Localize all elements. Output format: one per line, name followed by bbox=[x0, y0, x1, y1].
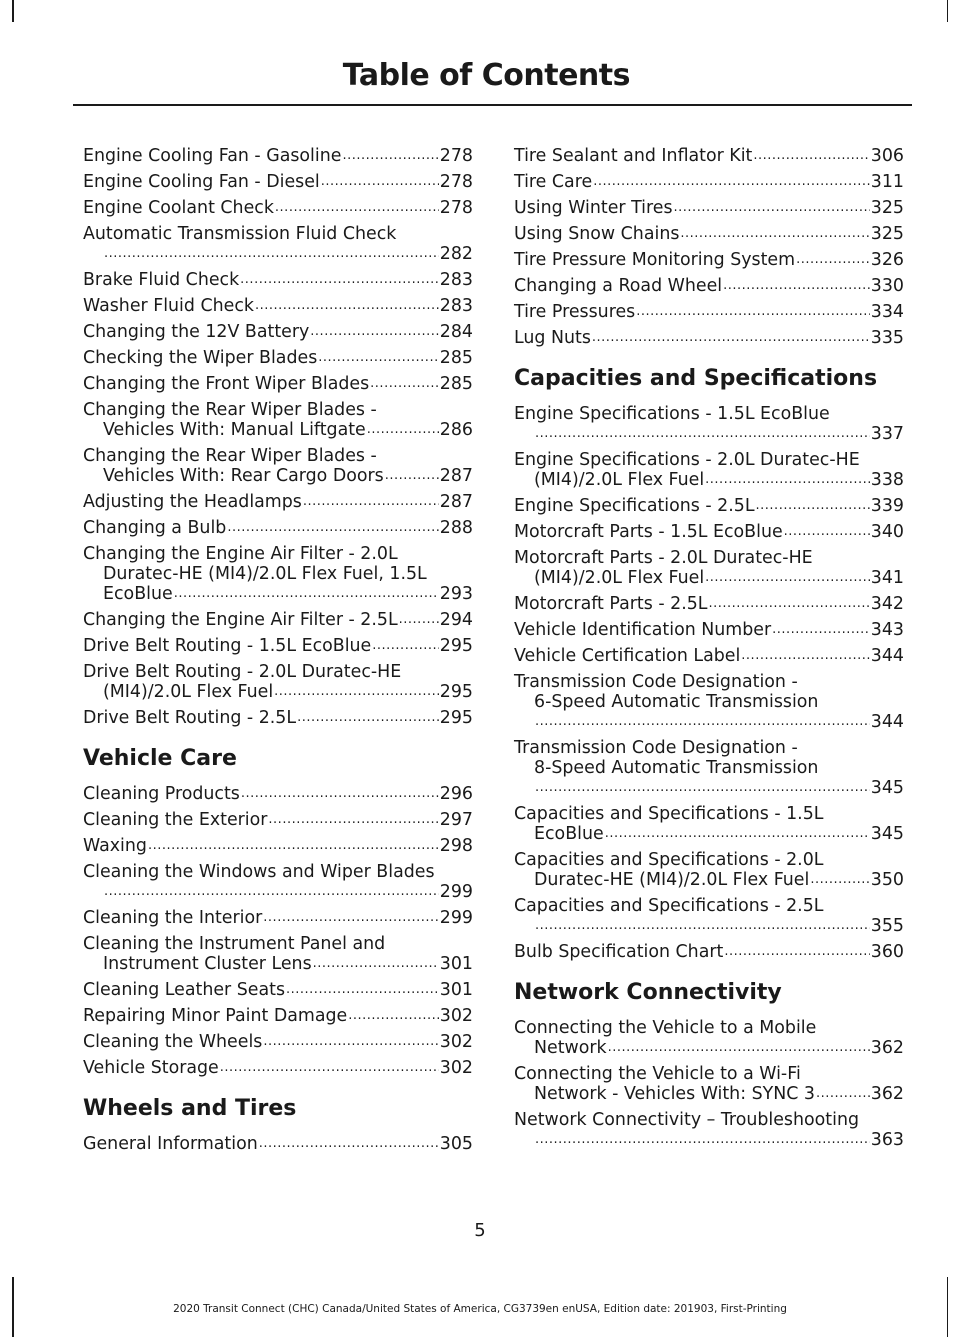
toc-page-number: 355 bbox=[870, 916, 904, 936]
toc-entry[interactable] bbox=[83, 518, 473, 538]
dot-leader bbox=[705, 470, 870, 490]
toc-entry[interactable] bbox=[514, 1064, 904, 1104]
toc-entry-title: Changing a Bulb bbox=[83, 518, 227, 538]
header-divider bbox=[73, 104, 912, 106]
toc-page-number: 299 bbox=[439, 882, 473, 902]
toc-entry[interactable] bbox=[514, 1018, 904, 1058]
toc-page-number: 278 bbox=[439, 172, 473, 192]
dot-leader bbox=[756, 496, 870, 516]
toc-entry[interactable] bbox=[514, 896, 904, 936]
toc-entry[interactable] bbox=[514, 302, 904, 322]
toc-entry-title: Drive Belt Routing - 2.5L bbox=[83, 708, 297, 728]
toc-entry-title: Checking the Wiper Blades bbox=[83, 348, 318, 368]
toc-page-number: 293 bbox=[439, 584, 473, 604]
dot-leader bbox=[535, 712, 870, 732]
toc-page-number: 288 bbox=[439, 518, 473, 538]
toc-page-number: 344 bbox=[870, 712, 904, 732]
toc-entry[interactable] bbox=[514, 1110, 904, 1150]
toc-entry[interactable] bbox=[83, 348, 473, 368]
dot-leader bbox=[724, 942, 869, 962]
toc-page-number: 284 bbox=[439, 322, 473, 342]
toc-entry-title: Repairing Minor Paint Damage bbox=[83, 1006, 348, 1026]
toc-entry-title: Engine Specifications - 2.5L bbox=[514, 496, 755, 516]
toc-page-number: 362 bbox=[870, 1084, 904, 1104]
toc-page-number: 362 bbox=[870, 1038, 904, 1058]
dot-leader bbox=[310, 322, 439, 342]
toc-entry-title: Motorcraft Parts - 2.5L bbox=[514, 594, 708, 614]
toc-page-number: 326 bbox=[870, 250, 904, 270]
dot-leader bbox=[810, 870, 869, 890]
toc-entry[interactable] bbox=[514, 672, 904, 732]
toc-entry-title: Automatic Transmission Fluid Check bbox=[83, 224, 397, 244]
dot-leader bbox=[342, 146, 438, 166]
dot-leader bbox=[297, 708, 439, 728]
dot-leader bbox=[753, 146, 869, 166]
toc-entry-title: Cleaning the Windows and Wiper Blades bbox=[83, 862, 435, 882]
crop-mark-top-right bbox=[947, 0, 949, 22]
toc-entry-title: Duratec-HE (MI4)/2.0L Flex Fuel, 1.5L bbox=[103, 564, 427, 584]
dot-leader bbox=[286, 980, 439, 1000]
section-heading: Network Connectivity bbox=[514, 980, 782, 1005]
toc-entry-title: (MI4)/2.0L Flex Fuel bbox=[103, 682, 274, 702]
page-title: Table of Contents bbox=[342, 58, 630, 93]
toc-entry-title: Engine Coolant Check bbox=[83, 198, 274, 218]
toc-page-number: 287 bbox=[439, 466, 473, 486]
toc-page-number: 342 bbox=[870, 594, 904, 614]
toc-entry-title: Connecting the Vehicle to a Wi-Fi bbox=[514, 1064, 801, 1084]
toc-page-number: 350 bbox=[870, 870, 904, 890]
dot-leader bbox=[816, 1084, 870, 1104]
toc-right-column bbox=[514, 146, 904, 1156]
dot-leader bbox=[370, 374, 439, 394]
dot-leader bbox=[313, 954, 439, 974]
toc-page-number: 299 bbox=[439, 908, 473, 928]
toc-entry[interactable] bbox=[514, 942, 904, 962]
toc-page-number: 301 bbox=[439, 954, 473, 974]
dot-leader bbox=[367, 420, 439, 440]
toc-page-number: 345 bbox=[870, 778, 904, 798]
dot-leader bbox=[148, 836, 439, 856]
toc-entry[interactable] bbox=[83, 708, 473, 728]
toc-entry-title: 8-Speed Automatic Transmission bbox=[534, 758, 819, 778]
dot-leader bbox=[240, 270, 439, 290]
toc-entry[interactable] bbox=[83, 1032, 473, 1052]
toc-entry[interactable] bbox=[83, 322, 473, 342]
toc-entry[interactable] bbox=[83, 198, 473, 218]
toc-entry[interactable] bbox=[83, 172, 473, 192]
footer-edition-info: 2020 Transit Connect (CHC) Canada/United States of America, CG3739en enUSA, Edition date: 201903, First-Printing bbox=[173, 1303, 787, 1315]
toc-entry-title: Cleaning the Exterior bbox=[83, 810, 268, 830]
toc-entry[interactable] bbox=[514, 620, 904, 640]
toc-entry-title: Washer Fluid Check bbox=[83, 296, 254, 316]
toc-entry-title: Cleaning Leather Seats bbox=[83, 980, 286, 1000]
toc-entry[interactable] bbox=[83, 224, 473, 264]
toc-entry-title: Bulb Specification Chart bbox=[514, 942, 724, 962]
toc-entry-title: Changing the Front Wiper Blades bbox=[83, 374, 370, 394]
dot-leader bbox=[174, 584, 439, 604]
toc-entry-title: Network - Vehicles With: SYNC 3 bbox=[534, 1084, 816, 1104]
toc-entry-title: 6-Speed Automatic Transmission bbox=[534, 692, 819, 712]
toc-entry-title: Engine Specifications - 2.0L Duratec-HE bbox=[514, 450, 860, 470]
toc-entry-title: Capacities and Specifications - 2.5L bbox=[514, 896, 824, 916]
toc-entry-title: Changing the Rear Wiper Blades - bbox=[83, 446, 377, 466]
dot-leader bbox=[104, 882, 439, 902]
toc-entry-title: Duratec-HE (MI4)/2.0L Flex Fuel bbox=[534, 870, 810, 890]
toc-entry[interactable] bbox=[83, 1058, 473, 1078]
toc-entry-title: Drive Belt Routing - 1.5L EcoBlue bbox=[83, 636, 372, 656]
toc-page-number: 340 bbox=[870, 522, 904, 542]
toc-entry[interactable] bbox=[83, 662, 473, 702]
toc-entry-title: Motorcraft Parts - 2.0L Duratec-HE bbox=[514, 548, 813, 568]
toc-entry-title: Changing the Rear Wiper Blades - bbox=[83, 400, 377, 420]
toc-page-number: 278 bbox=[439, 146, 473, 166]
toc-entry-title: Using Winter Tires bbox=[514, 198, 673, 218]
toc-entry[interactable] bbox=[514, 450, 904, 490]
toc-entry[interactable] bbox=[514, 172, 904, 192]
dot-leader bbox=[227, 518, 438, 538]
dot-leader bbox=[741, 646, 870, 666]
toc-entry-title: (MI4)/2.0L Flex Fuel bbox=[534, 470, 705, 490]
toc-entry[interactable] bbox=[83, 862, 473, 902]
dot-leader bbox=[593, 172, 870, 192]
toc-entry[interactable] bbox=[83, 784, 473, 804]
toc-page-number: 338 bbox=[870, 470, 904, 490]
toc-entry[interactable] bbox=[83, 610, 473, 630]
toc-entry[interactable] bbox=[83, 636, 473, 656]
toc-page-number: 306 bbox=[870, 146, 904, 166]
toc-page-number: 282 bbox=[439, 244, 473, 264]
toc-page-number: 363 bbox=[870, 1130, 904, 1150]
dot-leader bbox=[318, 348, 439, 368]
toc-left-column bbox=[83, 146, 473, 1160]
dot-leader bbox=[705, 568, 870, 588]
toc-entry-title: Engine Specifications - 1.5L EcoBlue bbox=[514, 404, 830, 424]
toc-page-number: 296 bbox=[439, 784, 473, 804]
toc-entry-title: Engine Cooling Fan - Gasoline bbox=[83, 146, 342, 166]
section-heading: Wheels and Tires bbox=[83, 1096, 297, 1121]
toc-page-number: 283 bbox=[439, 296, 473, 316]
dot-leader bbox=[592, 328, 870, 348]
toc-entry-title: Lug Nuts bbox=[514, 328, 591, 348]
toc-entry[interactable] bbox=[83, 934, 473, 974]
toc-entry[interactable] bbox=[514, 594, 904, 614]
toc-entry[interactable] bbox=[83, 908, 473, 928]
dot-leader bbox=[321, 172, 439, 192]
toc-entry-title: Vehicle Identification Number bbox=[514, 620, 772, 640]
toc-page-number: 283 bbox=[439, 270, 473, 290]
toc-page-number: 285 bbox=[439, 348, 473, 368]
dot-leader bbox=[535, 1130, 870, 1150]
toc-entry-title: EcoBlue bbox=[103, 584, 173, 604]
dot-leader bbox=[772, 620, 870, 640]
toc-entry-title: Drive Belt Routing - 2.0L Duratec-HE bbox=[83, 662, 402, 682]
toc-entry-title: Cleaning the Wheels bbox=[83, 1032, 263, 1052]
toc-entry-title: Vehicles With: Manual Liftgate bbox=[103, 420, 366, 440]
toc-entry-title: Transmission Code Designation - bbox=[514, 738, 798, 758]
toc-entry[interactable] bbox=[83, 1006, 473, 1026]
toc-page-number: 302 bbox=[439, 1006, 473, 1026]
dot-leader bbox=[796, 250, 870, 270]
toc-page-number: 302 bbox=[439, 1058, 473, 1078]
toc-page-number: 325 bbox=[870, 198, 904, 218]
dot-leader bbox=[220, 1058, 439, 1078]
toc-page-number: 294 bbox=[439, 610, 473, 630]
dot-leader bbox=[104, 244, 439, 264]
toc-page-number: 301 bbox=[439, 980, 473, 1000]
toc-page-number: 341 bbox=[870, 568, 904, 588]
toc-entry[interactable] bbox=[514, 548, 904, 588]
toc-page-number: 286 bbox=[439, 420, 473, 440]
toc-entry[interactable] bbox=[83, 836, 473, 856]
toc-page-number: 334 bbox=[870, 302, 904, 322]
toc-page-number: 360 bbox=[870, 942, 904, 962]
toc-entry[interactable] bbox=[514, 404, 904, 444]
toc-entry-title: Engine Cooling Fan - Diesel bbox=[83, 172, 320, 192]
toc-entry-title: Network Connectivity – Troubleshooting bbox=[514, 1110, 860, 1130]
toc-entry[interactable] bbox=[83, 374, 473, 394]
dot-leader bbox=[255, 296, 439, 316]
toc-entry-title: Tire Sealant and Inflator Kit bbox=[514, 146, 753, 166]
toc-entry[interactable] bbox=[83, 492, 473, 512]
toc-entry[interactable] bbox=[83, 544, 473, 604]
toc-entry-title: Vehicle Storage bbox=[83, 1058, 219, 1078]
toc-page-number: 295 bbox=[439, 682, 473, 702]
dot-leader bbox=[608, 1038, 870, 1058]
toc-entry-title: Tire Pressure Monitoring System bbox=[514, 250, 796, 270]
toc-entry-title: Capacities and Specifications - 1.5L bbox=[514, 804, 824, 824]
toc-entry-title: Changing the Engine Air Filter - 2.0L bbox=[83, 544, 398, 564]
toc-entry[interactable] bbox=[83, 270, 473, 290]
toc-entry-title: (MI4)/2.0L Flex Fuel bbox=[534, 568, 705, 588]
dot-leader bbox=[535, 424, 870, 444]
toc-page-number: 278 bbox=[439, 198, 473, 218]
dot-leader bbox=[605, 824, 870, 844]
page-number: 5 bbox=[474, 1220, 486, 1241]
toc-entry-title: Brake Fluid Check bbox=[83, 270, 240, 290]
dot-leader bbox=[263, 908, 439, 928]
toc-entry-title: Cleaning the Interior bbox=[83, 908, 263, 928]
toc-entry-title: Vehicle Certification Label bbox=[514, 646, 741, 666]
dot-leader bbox=[241, 784, 439, 804]
toc-entry[interactable] bbox=[514, 250, 904, 270]
toc-entry[interactable] bbox=[83, 1134, 473, 1154]
toc-entry[interactable] bbox=[83, 400, 473, 440]
toc-entry-title: Tire Pressures bbox=[514, 302, 636, 322]
toc-entry[interactable] bbox=[514, 224, 904, 244]
toc-entry-title: Changing the Engine Air Filter - 2.5L bbox=[83, 610, 398, 630]
toc-entry-title: Tire Care bbox=[514, 172, 593, 192]
toc-entry[interactable] bbox=[514, 646, 904, 666]
toc-entry[interactable] bbox=[514, 738, 904, 798]
toc-page-number: 287 bbox=[439, 492, 473, 512]
toc-page-number: 344 bbox=[870, 646, 904, 666]
toc-entry[interactable] bbox=[514, 198, 904, 218]
toc-entry[interactable] bbox=[514, 522, 904, 542]
toc-page-number: 302 bbox=[439, 1032, 473, 1052]
dot-leader bbox=[372, 636, 439, 656]
toc-entry-title: EcoBlue bbox=[534, 824, 604, 844]
toc-entry[interactable] bbox=[514, 276, 904, 296]
toc-entry[interactable] bbox=[514, 328, 904, 348]
toc-entry[interactable] bbox=[83, 980, 473, 1000]
toc-entry-title: Network bbox=[534, 1038, 607, 1058]
toc-entry-title: Vehicles With: Rear Cargo Doors bbox=[103, 466, 384, 486]
toc-page-number: 298 bbox=[439, 836, 473, 856]
dot-leader bbox=[708, 594, 869, 614]
dot-leader bbox=[263, 1032, 438, 1052]
dot-leader bbox=[723, 276, 870, 296]
toc-entry-title: Using Snow Chains bbox=[514, 224, 680, 244]
toc-entry-title: Cleaning the Instrument Panel and bbox=[83, 934, 386, 954]
toc-page-number: 339 bbox=[870, 496, 904, 516]
crop-mark-top-left bbox=[12, 0, 14, 22]
toc-page-number: 285 bbox=[439, 374, 473, 394]
toc-entry[interactable] bbox=[514, 850, 904, 890]
toc-entry-title: General Information bbox=[83, 1134, 258, 1154]
dot-leader bbox=[303, 492, 439, 512]
toc-page-number: 305 bbox=[439, 1134, 473, 1154]
toc-page-number: 295 bbox=[439, 708, 473, 728]
toc-page-number: 325 bbox=[870, 224, 904, 244]
toc-page-number: 345 bbox=[870, 824, 904, 844]
dot-leader bbox=[784, 522, 870, 542]
toc-entry-title: Changing a Road Wheel bbox=[514, 276, 723, 296]
toc-page-number: 295 bbox=[439, 636, 473, 656]
dot-leader bbox=[275, 198, 439, 218]
toc-entry[interactable] bbox=[514, 804, 904, 844]
toc-entry-title: Adjusting the Headlamps bbox=[83, 492, 302, 512]
section-heading: Vehicle Care bbox=[83, 746, 237, 771]
toc-entry-title: Waxing bbox=[83, 836, 147, 856]
toc-entry[interactable] bbox=[83, 446, 473, 486]
dot-leader bbox=[674, 198, 870, 218]
toc-page-number: 297 bbox=[439, 810, 473, 830]
dot-leader bbox=[636, 302, 870, 322]
toc-entry-title: Instrument Cluster Lens bbox=[103, 954, 312, 974]
dot-leader bbox=[348, 1006, 439, 1026]
toc-entry-title: Changing the 12V Battery bbox=[83, 322, 310, 342]
dot-leader bbox=[268, 810, 438, 830]
toc-page-number: 311 bbox=[870, 172, 904, 192]
dot-leader bbox=[385, 466, 439, 486]
dot-leader bbox=[535, 778, 870, 798]
toc-page-number: 330 bbox=[870, 276, 904, 296]
dot-leader bbox=[259, 1134, 439, 1154]
toc-entry[interactable] bbox=[83, 146, 473, 166]
toc-entry[interactable] bbox=[514, 496, 904, 516]
toc-entry-title: Connecting the Vehicle to a Mobile bbox=[514, 1018, 817, 1038]
toc-entry-title: Cleaning Products bbox=[83, 784, 240, 804]
dot-leader bbox=[274, 682, 439, 702]
dot-leader bbox=[535, 916, 870, 936]
toc-page-number: 337 bbox=[870, 424, 904, 444]
toc-entry-title: Transmission Code Designation - bbox=[514, 672, 798, 692]
toc-entry[interactable] bbox=[514, 146, 904, 166]
dot-leader bbox=[399, 610, 439, 630]
toc-page-number: 343 bbox=[870, 620, 904, 640]
toc-page-number: 335 bbox=[870, 328, 904, 348]
toc-entry[interactable] bbox=[83, 810, 473, 830]
toc-entry[interactable] bbox=[83, 296, 473, 316]
section-heading: Capacities and Specifications bbox=[514, 366, 878, 391]
dot-leader bbox=[680, 224, 869, 244]
toc-entry-title: Motorcraft Parts - 1.5L EcoBlue bbox=[514, 522, 783, 542]
toc-entry-title: Capacities and Specifications - 2.0L bbox=[514, 850, 824, 870]
